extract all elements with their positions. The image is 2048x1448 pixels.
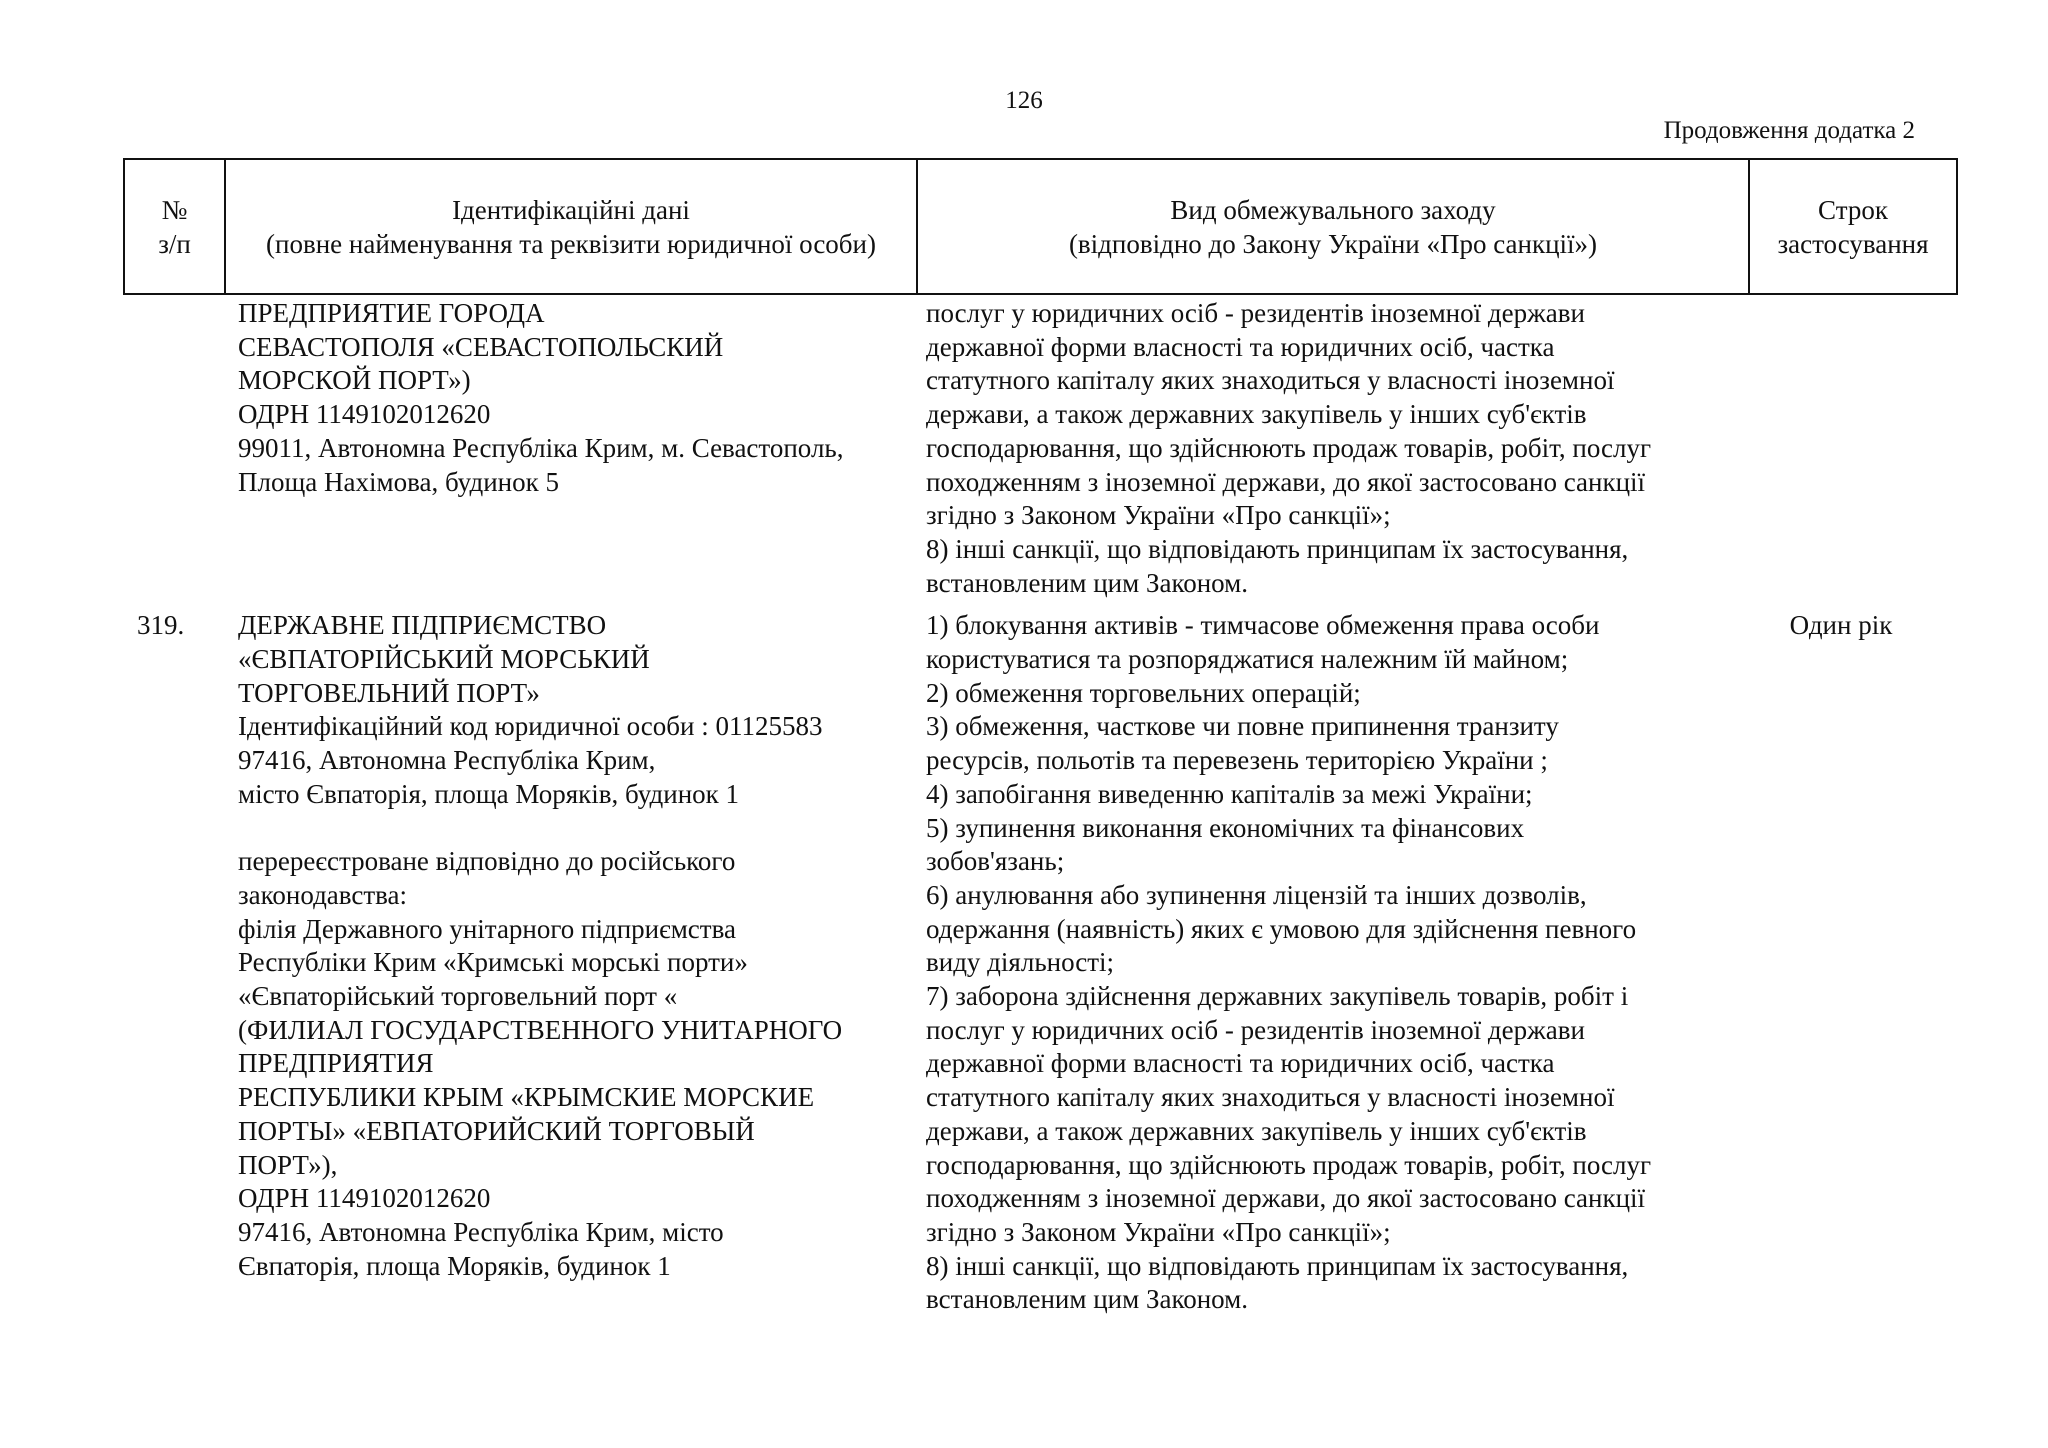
table-body: [123, 297, 1958, 1317]
identification-line: ОДРН 1149102012620: [238, 1183, 491, 1214]
measure-line: послуг у юридичних осіб - резидентів іноземної держави: [926, 298, 1585, 328]
measure-line: 7) заборона здійснення державних закупівель товарів, робіт і: [926, 981, 1629, 1012]
identification-line: ПРЕДПРИЯТИЯ: [238, 1048, 434, 1079]
identification-line: законодавства:: [238, 879, 408, 910]
page-number: 126: [1005, 87, 1043, 114]
identification-line: ПРЕДПРИЯТИЕ ГОРОДА: [238, 298, 545, 328]
table-header: [123, 158, 1958, 295]
header-text-line: (повне найменування та реквізити юридичної особи): [266, 228, 876, 259]
measure-line: держави, а також державних закупівель у інших суб'єктів: [926, 1115, 1587, 1146]
table-row: [123, 297, 1958, 600]
appendix-continuation-note: Продовження додатка 2: [1663, 117, 1915, 144]
identification-line: філія Державного унітарного підприємства: [238, 913, 736, 944]
restriction-measures-cell: [916, 297, 1748, 600]
header-text-line: Строк: [1818, 194, 1888, 225]
measure-line: зобов'язань;: [926, 846, 1065, 877]
identification-line: Євпаторія, площа Моряків, будинок 1: [238, 1250, 671, 1281]
identification-line: 97416, Автономна Республіка Крим, місто: [238, 1216, 724, 1247]
measure-line: 1) блокування активів - тимчасове обмеження права особи: [926, 610, 1600, 641]
identification-line: «Євпаторійський торговельний порт «: [238, 981, 678, 1012]
table-row: [123, 609, 1958, 1317]
term-cell: Один рік: [1789, 610, 1893, 641]
identification-line: Республіки Крим «Кримські морські порти»: [238, 947, 748, 978]
identification-line: ДЕРЖАВНЕ ПІДПРИЄМСТВО: [238, 610, 607, 641]
measure-line: господарювання, що здійснюють продаж товарів, робіт, послуг: [926, 432, 1652, 463]
measure-line: одержання (наявність) яких є умовою для здійснення певного: [926, 913, 1637, 944]
header-text-line: №: [161, 194, 188, 225]
measure-line: 3) обмеження, часткове чи повне припинення транзиту: [926, 711, 1559, 742]
measure-line: 8) інші санкції, що відповідають принципам їх застосування,: [926, 1250, 1629, 1281]
header-number-column: [125, 160, 226, 293]
identification-line: СЕВАСТОПОЛЯ «СЕВАСТОПОЛЬСКИЙ: [238, 331, 724, 362]
measure-line: встановленим цим Законом.: [926, 1284, 1248, 1315]
measure-line: 8) інші санкції, що відповідають принципам їх застосування,: [926, 533, 1629, 564]
header-text-line: Ідентифікаційні дані: [452, 194, 690, 225]
header-text-line: Вид обмежувального заходу: [1170, 194, 1496, 225]
identification-line: перереєстроване відповідно до російського: [238, 846, 736, 877]
measure-line: виду діяльності;: [926, 947, 1115, 978]
measure-line: згідно з Законом України «Про санкції»;: [926, 500, 1391, 531]
identification-line: ПОРТЫ» «ЕВПАТОРИЙСКИЙ ТОРГОВЫЙ: [238, 1115, 755, 1146]
identification-cell: [224, 297, 916, 600]
measure-line: 2) обмеження торговельних операцій;: [926, 677, 1361, 708]
blank-line: [238, 812, 912, 846]
measure-line: господарювання, що здійснюють продаж товарів, робіт, послуг: [926, 1149, 1652, 1180]
identification-line: РЕСПУБЛИКИ КРЫМ «КРЫМСКИЕ МОРСКИЕ: [238, 1082, 815, 1113]
measure-line: державної форми власності та юридичних осіб, частка: [926, 331, 1555, 362]
measure-line: 6) анулювання або зупинення ліцензій та інших дозволів,: [926, 879, 1587, 910]
identification-line: ОДРН 1149102012620: [238, 399, 491, 430]
identification-cell: [224, 609, 916, 1317]
term-cell: [1748, 297, 1958, 600]
row-number: [123, 297, 224, 600]
header-restriction-type-column: [918, 160, 1750, 293]
measure-line: 4) запобігання виведенню капіталів за межі України;: [926, 778, 1533, 809]
identification-line: місто Євпаторія, площа Моряків, будинок 1: [238, 778, 740, 809]
measure-line: послуг у юридичних осіб - резидентів іноземної держави: [926, 1014, 1585, 1045]
identification-line: Ідентифікаційний код юридичної особи : 01125583: [238, 711, 823, 742]
identification-line: Площа Нахімова, будинок 5: [238, 466, 559, 497]
measure-line: держави, а також державних закупівель у інших суб'єктів: [926, 399, 1587, 430]
header-text-line: (відповідно до Закону України «Про санкції»): [1068, 228, 1598, 259]
measure-line: згідно з Законом України «Про санкції»;: [926, 1216, 1391, 1247]
header-text-line: з/п: [158, 228, 191, 259]
row-number: 319.: [137, 610, 185, 641]
header-identification-column: [226, 160, 918, 293]
measure-line: встановленим цим Законом.: [926, 567, 1248, 598]
identification-line: МОРСКОЙ ПОРТ»): [238, 365, 471, 396]
measure-line: 5) зупинення виконання економічних та фінансових: [926, 812, 1525, 843]
identification-line: (ФИЛИАЛ ГОСУДАРСТВЕННОГО УНИТАРНОГО: [238, 1014, 843, 1045]
measure-line: походженням з іноземної держави, до якої застосовано санкції: [926, 1183, 1646, 1214]
row-spacer: [123, 600, 1958, 609]
identification-line: 99011, Автономна Республіка Крим, м. Севастополь,: [238, 432, 844, 463]
measure-line: походженням з іноземної держави, до якої застосовано санкції: [926, 466, 1646, 497]
identification-line: ПОРТ»),: [238, 1149, 338, 1180]
identification-line: «ЄВПАТОРІЙСЬКИЙ МОРСЬКИЙ: [238, 644, 650, 675]
measure-line: статутного капіталу яких знаходиться у власності іноземної: [926, 365, 1615, 396]
header-term-column: [1750, 160, 1956, 293]
header-text-line: застосування: [1777, 228, 1929, 259]
identification-line: ТОРГОВЕЛЬНИЙ ПОРТ»: [238, 677, 540, 708]
measure-line: ресурсів, польотів та перевезень територією України ;: [926, 745, 1548, 776]
measure-line: статутного капіталу яких знаходиться у власності іноземної: [926, 1082, 1615, 1113]
measure-line: державної форми власності та юридичних осіб, частка: [926, 1048, 1555, 1079]
identification-line: 97416, Автономна Республіка Крим,: [238, 745, 656, 776]
measure-line: користуватися та розпоряджатися належним їй майном;: [926, 644, 1569, 675]
restriction-measures-cell: [916, 609, 1748, 1317]
